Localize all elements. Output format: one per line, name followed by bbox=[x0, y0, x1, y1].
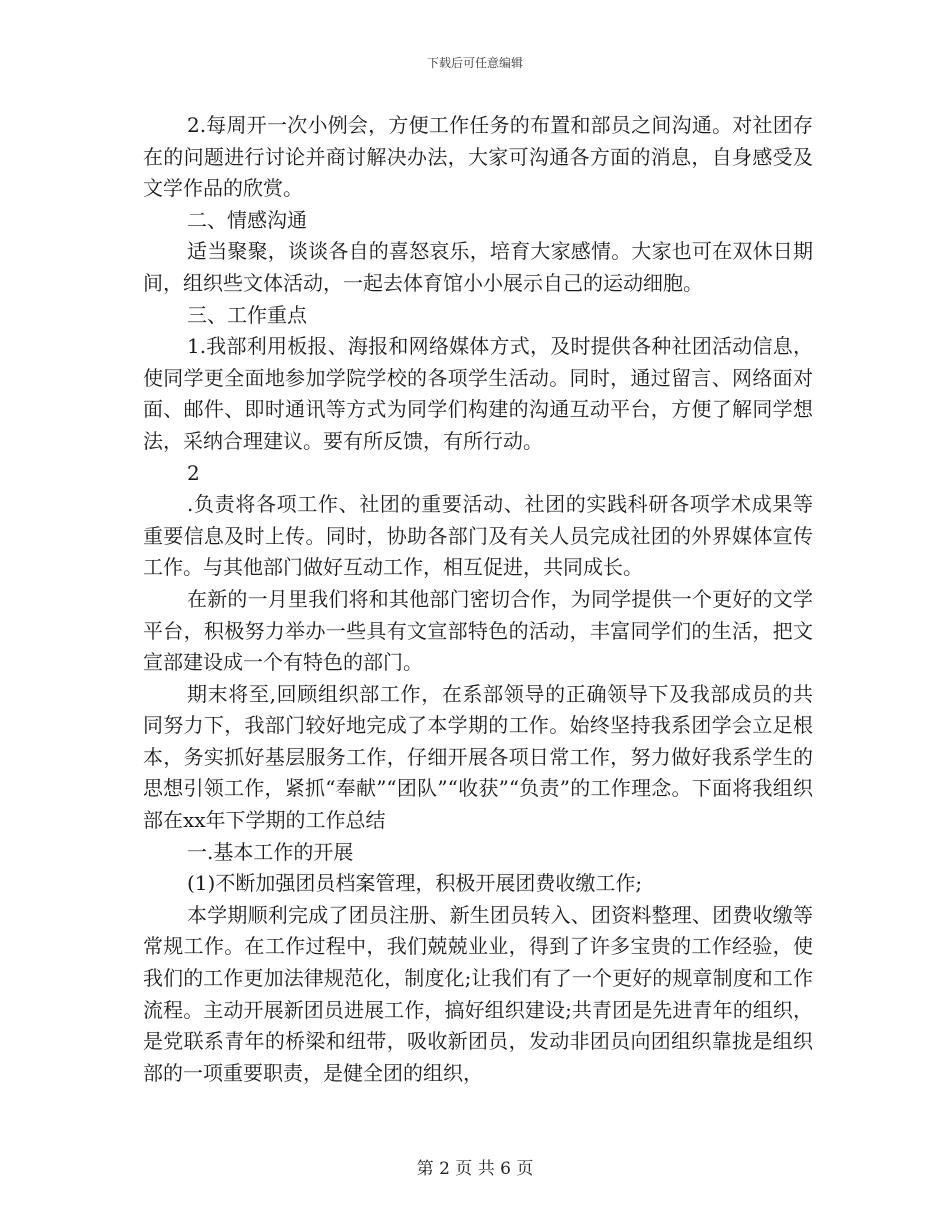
paragraph-new-month: 在新的一月里我们将和其他部门密切合作，为同学提供一个更好的文学平台，积极努力举办一些具有文宣部特色的活动，丰富同学们的生活，把文宣部建设成一个有特色的部门。 bbox=[143, 586, 813, 675]
paragraph-upload-duties: .负责将各项工作、社团的重要活动、社团的实践科研各项学术成果等重要信息及时上传。同时，协助各部门及有关人员完成社团的外界媒体宣传工作。与其他部门做好互动工作，相互促进，共同成长。 bbox=[143, 492, 813, 580]
heading-emotional-communication: 二、情感沟通 bbox=[187, 207, 307, 232]
page-header: 下载后可任意编辑 bbox=[426, 56, 523, 70]
heading-work-focus: 三、工作重点 bbox=[187, 302, 307, 327]
document-body bbox=[143, 110, 813, 1089]
page-number: 第 2 页 共 6 页 bbox=[416, 1159, 534, 1179]
paragraph-media-platform: 1.我部利用板报、海报和网络媒体方式，及时提供各种社团活动信息，使同学更全面地参加学院学校的各项学生活动。同时，通过留言、网络面对面、邮件、即时通讯等方式为同学们构建的沟通互动平台，方便了解同学想法，采纳合理建议。要有所反馈，有所行动。 bbox=[143, 334, 813, 453]
paragraph-weekly-meeting: 2.每周开一次小例会，方便工作任务的布置和部员之间沟通。对社团存在的问题进行讨论并商讨解决办法，大家可沟通各方面的消息，自身感受及文学作品的欣赏。 bbox=[143, 113, 813, 201]
paragraph-archive-management: (1)不断加强团员档案管理，积极开展团费收缴工作; bbox=[187, 871, 643, 896]
heading-basic-work: 一.基本工作的开展 bbox=[187, 839, 354, 864]
paragraph-number-two: 2 bbox=[187, 460, 200, 485]
paragraph-gatherings: 适当聚聚，谈谈各自的喜怒哀乐，培育大家感情。大家也可在双休日期间，组织些文体活动，一起去体育馆小小展示自己的运动细胞。 bbox=[143, 239, 813, 295]
paragraph-semester-review: 期末将至,回顾组织部工作，在系部领导的正确领导下及我部成员的共同努力下，我部门较好地完成了本学期的工作。始终坚持我系团学会立足根本，务实抓好基层服务工作，仔细开展各项日常工作，努力做好我系学生的思想引领工作，紧抓“奉献”“团队”“收获”“负责”的工作理念。下面将我组织部在xx年下学期的工作总结 bbox=[143, 681, 813, 833]
paragraph-registration-work: 本学期顺利完成了团员注册、新生团员转入、团资料整理、团费收缴等常规工作。在工作过程中，我们兢兢业业，得到了许多宝贵的工作经验，使我们的工作更加法律规范化，制度化;让我们有了一个更好的规章制度和工作流程。主动开展新团员进展工作，搞好组织建设;共青团是先进青年的组织，是党联系青年的桥梁和纽带，吸收新团员，发动非团员向团组织靠拢是组织部的一项重要职责，是健全团的组织， bbox=[143, 902, 813, 1085]
